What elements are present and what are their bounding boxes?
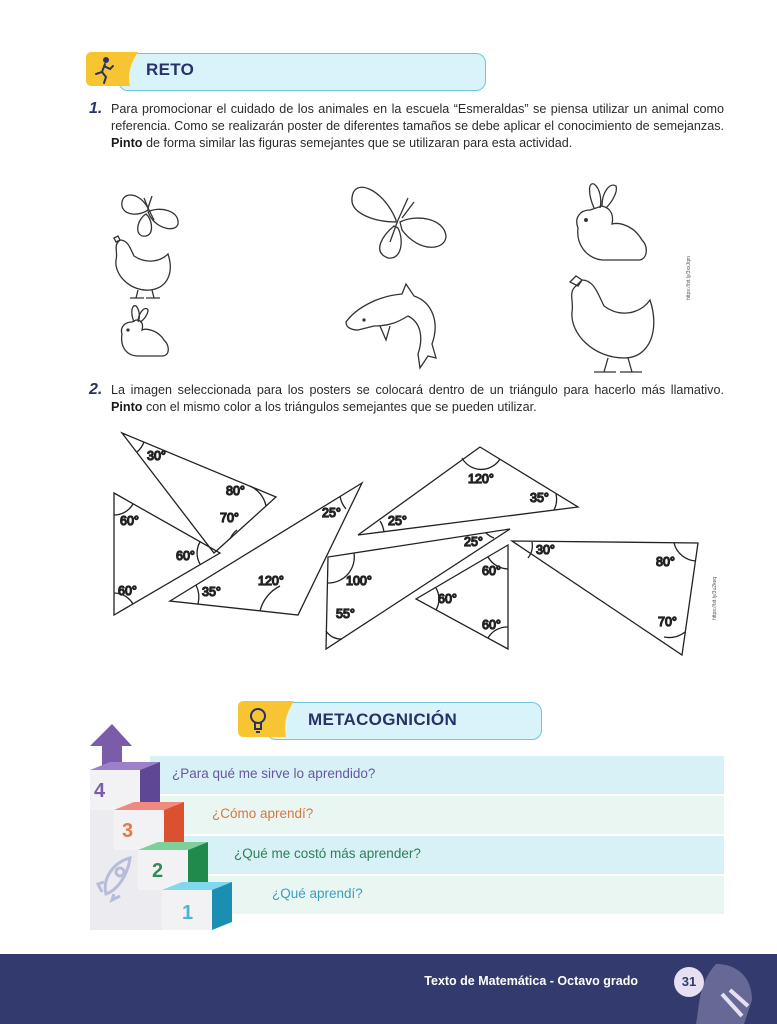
footer-title: Texto de Matemática - Octavo grado — [424, 974, 638, 988]
question-1-text: Para promocionar el cuidado de los animales en la escuela “Esmeraldas” se piensa utilizar un animal como referencia. Como se realizarán poster de diferentes tamaños se debe aplicar el conocimiento de semejanzas. Pinto de forma similar las figuras semejantes que se utilizaran para esta actividad. — [111, 102, 724, 150]
triangle-1 — [122, 433, 276, 553]
question-2-text: La imagen seleccionada para los posters se colocará dentro de un triángulo para hacerlo más llamativo. Pinto con el mismo color a los triángulos semejantes que se pueden utilizar. — [111, 383, 724, 414]
running-person-icon — [86, 50, 144, 88]
reflection-question-3: ¿Cómo aprendí? — [212, 806, 314, 821]
triangle-2-angle-a: 60° — [120, 514, 139, 528]
small-rabbit — [121, 306, 168, 356]
rocket-decoration-icon — [656, 954, 756, 1024]
triangle-2-angle-c: 60° — [118, 584, 137, 598]
triangle-6-angle-a: 60° — [482, 564, 501, 578]
reto-title: RETO — [146, 60, 195, 79]
image-credit-2: https://bit.ly/3u2keq — [712, 576, 718, 620]
large-hen — [570, 276, 654, 372]
reflection-question-4: ¿Para qué me sirve lo aprendido? — [172, 766, 376, 781]
step-number-3: 3 — [122, 820, 134, 842]
triangle-3-angle-a: 25° — [322, 506, 341, 520]
step-number-4: 4 — [94, 780, 106, 802]
metacognicion-title: METACOGNICIÓN — [308, 710, 458, 729]
triangle-7-angle-c: 70° — [658, 615, 677, 629]
image-credit-1: https://bit.ly/3xxJqm — [686, 256, 692, 300]
dolphin — [346, 284, 436, 368]
small-hen — [114, 236, 170, 298]
triangle-1-angle-c: 70° — [220, 511, 239, 525]
triangle-3-angle-b: 35° — [202, 585, 221, 599]
page-number: 31 — [674, 967, 704, 997]
large-butterfly — [352, 187, 446, 258]
up-arrow-icon — [90, 724, 132, 768]
large-rabbit — [577, 184, 647, 260]
triangle-3-angle-c: 120° — [258, 574, 284, 588]
triangle-6-angle-b: 60° — [438, 592, 457, 606]
triangle-1-angle-a: 30° — [147, 449, 166, 463]
triangle-5-angle-b: 100° — [346, 574, 372, 588]
triangle-1-angle-b: 80° — [226, 484, 245, 498]
triangle-7-angle-a: 30° — [536, 543, 555, 557]
triangle-4-angle-b: 35° — [530, 491, 549, 505]
triangle-5-angle-c: 55° — [336, 607, 355, 621]
reflection-question-1: ¿Qué aprendí? — [272, 886, 363, 901]
triangles-figure — [100, 425, 720, 665]
animal-figures — [100, 178, 700, 378]
staircase-illustration — [84, 722, 254, 934]
small-butterfly — [122, 195, 178, 236]
triangle-2-angle-b: 60° — [176, 549, 195, 563]
step-number-2: 2 — [152, 860, 164, 882]
triangle-7-angle-b: 80° — [656, 555, 675, 569]
triangle-4-angle-c: 25° — [388, 514, 407, 528]
step-number-1: 1 — [182, 902, 194, 924]
question-1-number: 1. — [89, 100, 103, 117]
triangle-6-angle-c: 60° — [482, 618, 501, 632]
triangle-5-angle-a: 25° — [464, 535, 483, 549]
reflection-question-2: ¿Qué me costó más aprender? — [234, 846, 421, 861]
question-2-number: 2. — [89, 381, 103, 398]
triangle-4-angle-a: 120° — [468, 472, 494, 486]
